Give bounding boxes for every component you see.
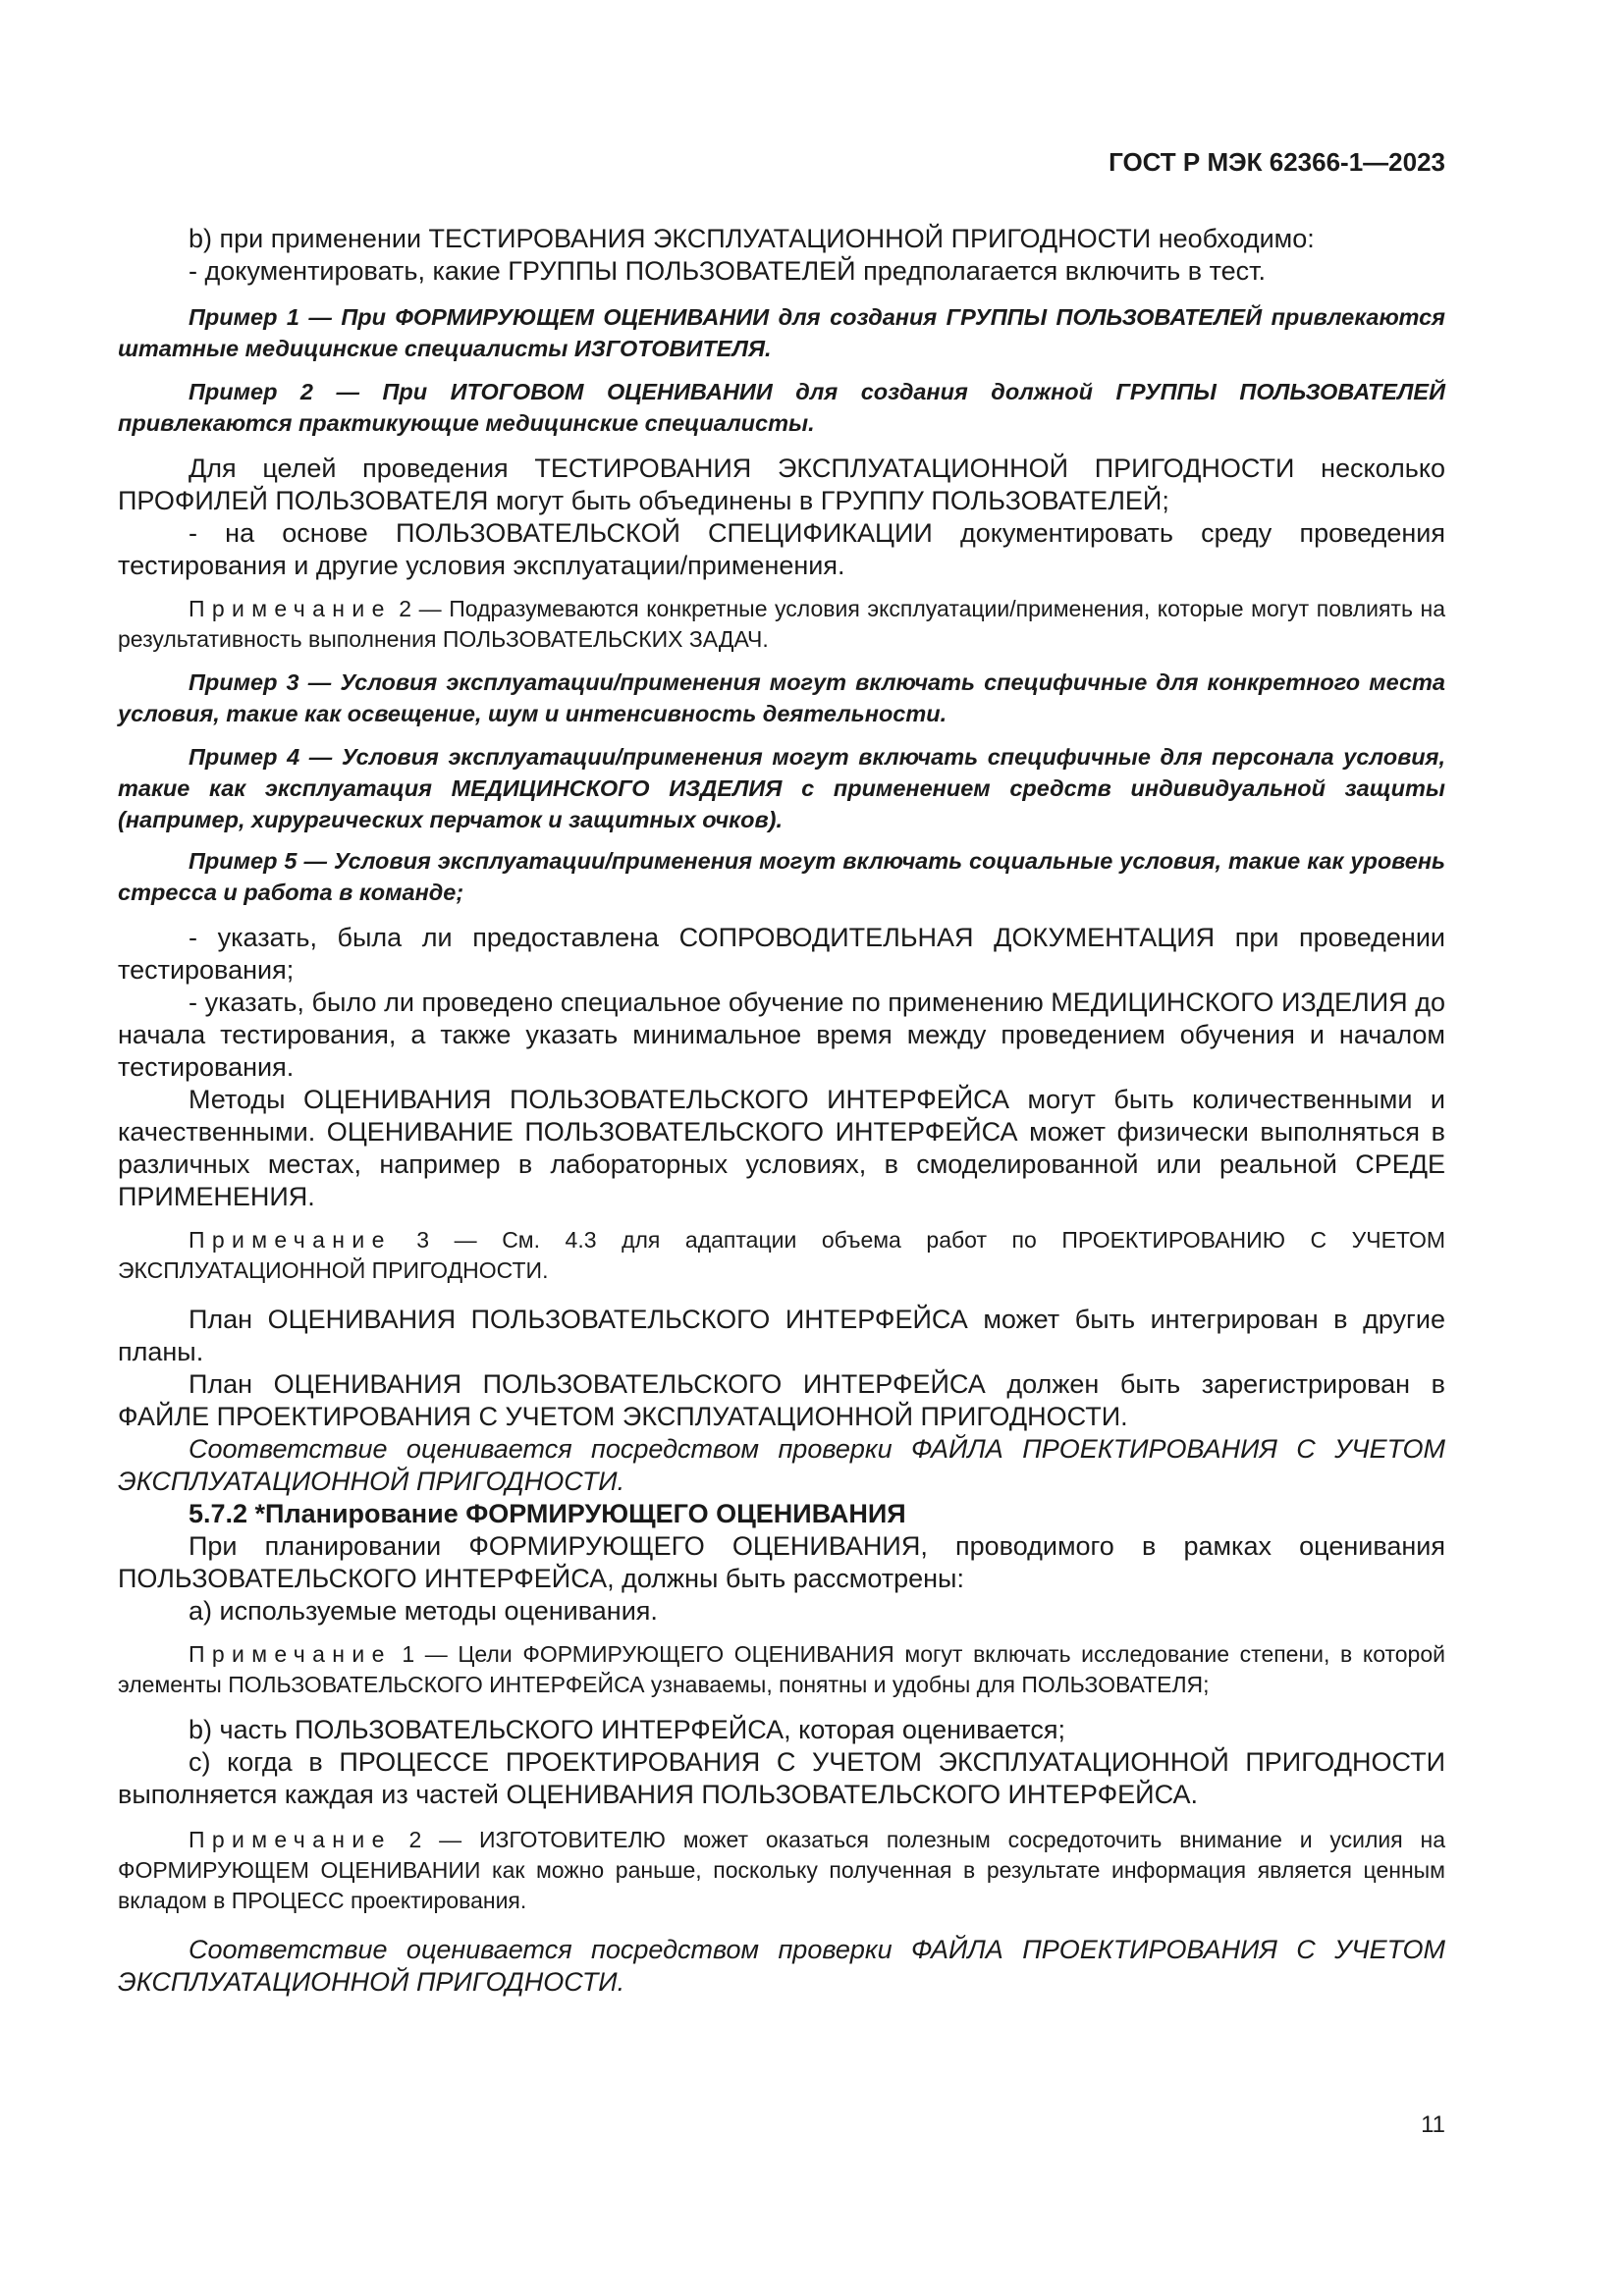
example-paragraph: Пример 3 — Условия эксплуатации/применения могут включать специфичные для конкретного места условия, такие как освещение, шум и интенсивность деятельности. <box>118 669 1445 726</box>
list-item: b) при применении ТЕСТИРОВАНИЯ ЭКСПЛУАТАЦИОННОЙ ПРИГОДНОСТИ необходимо: <box>189 224 1315 253</box>
page-number: 11 <box>1421 2111 1445 2138</box>
section-heading: 5.7.2 *Планирование ФОРМИРУЮЩЕГО ОЦЕНИВАНИЯ <box>189 1499 906 1528</box>
note-paragraph <box>118 1639 1445 1700</box>
list-item: - указать, была ли предоставлена СОПРОВОДИТЕЛЬНАЯ ДОКУМЕНТАЦИЯ при проведении тестирования; <box>118 923 1445 985</box>
example-paragraph: Пример 4 — Условия эксплуатации/применения могут включать специфичные для персонала условия, такие как эксплуатация МЕДИЦИНСКОГО ИЗДЕЛИЯ с применением средств индивидуальной защиты (например, хирургических перчаток и защитных очков). <box>118 744 1445 832</box>
body-paragraph: Методы ОЦЕНИВАНИЯ ПОЛЬЗОВАТЕЛЬСКОГО ИНТЕРФЕЙСА могут быть количественными и качественными. ОЦЕНИВАНИЕ ПОЛЬЗОВАТЕЛЬСКОГО ИНТЕРФЕЙСА может физически выполняться в различных местах, например в лабораторных условиях, в смоделированной или реальной СРЕДЕ ПРИМЕНЕНИЯ. <box>118 1085 1445 1211</box>
note-paragraph <box>118 594 1445 655</box>
note-paragraph <box>118 1825 1445 1916</box>
note-text: 2 — Подразумеваются конкретные условия эксплуатации/применения, которые могут повлиять на результативность выполнения ПОЛЬЗОВАТЕЛЬСКИХ ЗАДАЧ. <box>118 596 1445 652</box>
conformity-statement: Соответствие оценивается посредством проверки ФАЙЛА ПРОЕКТИРОВАНИЯ С УЧЕТОМ ЭКСПЛУАТАЦИОННОЙ ПРИГОДНОСТИ. <box>118 1935 1445 1997</box>
note-label: Примечание <box>189 1827 392 1852</box>
example-paragraph: Пример 1 — При ФОРМИРУЮЩЕМ ОЦЕНИВАНИИ для создания ГРУППЫ ПОЛЬЗОВАТЕЛЕЙ привлекаются штатные медицинские специалисты ИЗГОТОВИТЕЛЯ. <box>118 304 1445 361</box>
list-item: - указать, было ли проведено специальное обучение по применению МЕДИЦИНСКОГО ИЗДЕЛИЯ до начала тестирования, а также указать минимальное время между проведением обучения и началом тестирования. <box>118 988 1445 1082</box>
note-text: 1 — Цели ФОРМИРУЮЩЕГО ОЦЕНИВАНИЯ могут включать исследование степени, в которой элементы ПОЛЬЗОВАТЕЛЬСКОГО ИНТЕРФЕЙСА узнаваемы, понятны и удобны для ПОЛЬЗОВАТЕЛЯ; <box>118 1641 1445 1697</box>
note-text: 2 — ИЗГОТОВИТЕЛЮ может оказаться полезным сосредоточить внимание и усилия на ФОРМИРУЮЩЕМ ОЦЕНИВАНИИ как можно раньше, поскольку полученная в результате информация является ценным вкладом в ПРОЦЕСС проектирования. <box>118 1827 1445 1913</box>
note-label: Примечание <box>189 596 392 621</box>
body-paragraph: При планировании ФОРМИРУЮЩЕГО ОЦЕНИВАНИЯ, проводимого в рамках оценивания ПОЛЬЗОВАТЕЛЬСКОГО ИНТЕРФЕЙСА, должны быть рассмотрены: <box>118 1531 1445 1593</box>
list-item: c) когда в ПРОЦЕССЕ ПРОЕКТИРОВАНИЯ С УЧЕТОМ ЭКСПЛУАТАЦИОННОЙ ПРИГОДНОСТИ выполняется каждая из частей ОЦЕНИВАНИЯ ПОЛЬЗОВАТЕЛЬСКОГО ИНТЕРФЕЙСА. <box>118 1747 1445 1809</box>
example-paragraph: Пример 5 — Условия эксплуатации/применения могут включать социальные условия, такие как уровень стресса и работа в команде; <box>118 848 1445 905</box>
list-item: a) используемые методы оценивания. <box>189 1596 658 1626</box>
page-body <box>118 223 1445 1999</box>
body-paragraph: План ОЦЕНИВАНИЯ ПОЛЬЗОВАТЕЛЬСКОГО ИНТЕРФЕЙСА должен быть зарегистрирован в ФАЙЛЕ ПРОЕКТИРОВАНИЯ С УЧЕТОМ ЭКСПЛУАТАЦИОННОЙ ПРИГОДНОСТИ. <box>118 1369 1445 1431</box>
note-text: 3 — См. 4.3 для адаптации объема работ по ПРОЕКТИРОВАНИЮ С УЧЕТОМ ЭКСПЛУАТАЦИОННОЙ ПРИГОДНОСТИ. <box>118 1227 1445 1283</box>
list-item: - на основе ПОЛЬЗОВАТЕЛЬСКОЙ СПЕЦИФИКАЦИИ документировать среду проведения тестирования и другие условия эксплуатации/применения. <box>118 518 1445 580</box>
body-paragraph: План ОЦЕНИВАНИЯ ПОЛЬЗОВАТЕЛЬСКОГО ИНТЕРФЕЙСА может быть интегрирован в другие планы. <box>118 1305 1445 1366</box>
note-label: Примечание <box>189 1227 392 1253</box>
list-item: b) часть ПОЛЬЗОВАТЕЛЬСКОГО ИНТЕРФЕЙСА, которая оценивается; <box>189 1715 1065 1744</box>
document-code-header: ГОСТ Р МЭК 62366-1—2023 <box>1109 147 1445 177</box>
example-paragraph: Пример 2 — При ИТОГОВОМ ОЦЕНИВАНИИ для создания должной ГРУППЫ ПОЛЬЗОВАТЕЛЕЙ привлекаются практикующие медицинские специалисты. <box>118 379 1445 436</box>
list-item: - документировать, какие ГРУППЫ ПОЛЬЗОВАТЕЛЕЙ предполагается включить в тест. <box>189 256 1267 286</box>
conformity-statement: Соответствие оценивается посредством проверки ФАЙЛА ПРОЕКТИРОВАНИЯ С УЧЕТОМ ЭКСПЛУАТАЦИОННОЙ ПРИГОДНОСТИ. <box>118 1434 1445 1496</box>
note-paragraph <box>118 1225 1445 1286</box>
body-paragraph: Для целей проведения ТЕСТИРОВАНИЯ ЭКСПЛУАТАЦИОННОЙ ПРИГОДНОСТИ несколько ПРОФИЛЕЙ ПОЛЬЗОВАТЕЛЯ могут быть объединены в ГРУППУ ПОЛЬЗОВАТЕЛЕЙ; <box>118 454 1445 515</box>
note-label: Примечание <box>189 1641 392 1667</box>
